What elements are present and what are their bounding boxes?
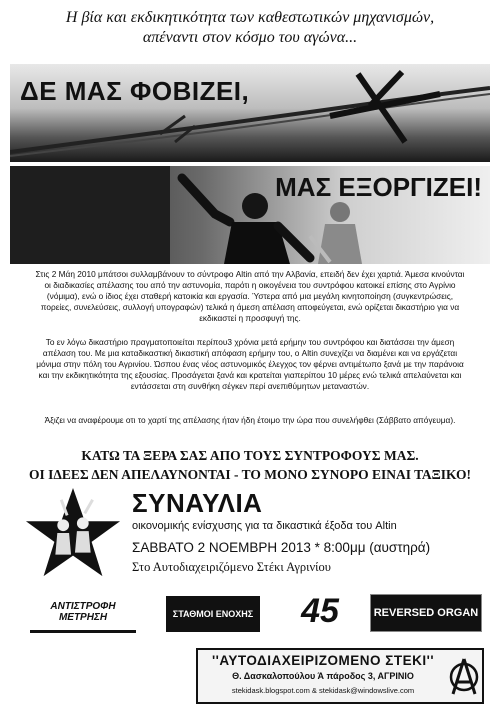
concert-title: ΣΥΝΑΥΛΙΑ: [132, 488, 263, 518]
slogan-line-2: ΟΙ ΙΔΕΕΣ ΔΕΝ ΑΠΕΛΑΥΝΟΝΤΑΙ - ΤΟ ΜΟΝΟ ΣΥΝΟΡΟ ΕΙΝΑΙ ΤΑΞΙΚΟ!: [29, 467, 471, 482]
footer-title: ''ΑΥΤΟΔΙΑΧΕΙΡΙΖΟΜΕΝΟ ΣΤΕΚΙ'': [211, 653, 435, 668]
footer-address: Θ. Δασκαλοπούλου Ά πάροδος 3, ΑΓΡΙΝΙΟ: [232, 671, 414, 681]
body-paragraph-2: Το εν λόγω δικαστήριο πραγματοποιείται περίπου3 χρόνια μετά ερήμην του συντρόφου και διατάσσει την άμεση απέλαση του. Με μια καταδικαστική δικαστική απόφαση ερήμην του, ο Altin συνεχίζει να διαμένει και να εργάζεται μόνιμα στην πόλη του Αγρινίου. Ώσπου ένας νέος αστυνομικός έλεγχος τον φέρνει αντιμέτωπο ξανά με την παράνοια και την εκδικητικότητα της εξουσίας. Προσάγεται ξανά και κρατείται γιαπερίπου 10 μέρες ενώ τελικά απελαύνεται και εντάσσεται στη συνθήκη σέγκεν περί ανεπιθύμητων μεταναστών.: [36, 337, 464, 391]
protest-banner: [10, 166, 490, 264]
footer-box: [196, 648, 484, 704]
concert-place: Στο Αυτοδιαχειριζόμενο Στέκι Αγρινίου: [132, 560, 331, 574]
star-figures-logo: [24, 486, 122, 584]
body-paragraph-1: Στις 2 Μάη 2010 μπάτσοι συλλαμβάνουν το σύντροφο Altin από την Αλβανία, επειδή δεν έχει χαρτιά. Άμεσα κινούνται οι διαδικασίες απέλασης του από την αστυνομία, παρότι η οικογένεια του συντρόφου κατοικεί επίσης στο Αγρίνιο (νόμιμα), ενώ ο ίδιος έχει σταθερή κατοικία και εργασία. Ύστερα από μια μεγάλη κινητοποίηση (συγκεντρώσεις, πορείες, συνελεύσεις, συλλογή υπογραφών) τελικά η άμεση απέλαση αποφεύγεται, ενώ ορίζεται δικαστήριο για να εκδικαστεί η προσφυγή της.: [35, 269, 465, 323]
banner-bottom-text: ΜΑΣ ΕΞΟΡΓΙΖΕΙ!: [275, 172, 482, 202]
band-logo-45: 45: [290, 590, 350, 632]
body-paragraph-3: Άξιζει να αναφέρουμε οτι το χαρτί της απέλασης ήταν ήδη έτοιμο την ώρα που συνελήφθει (Σάββατο απόγευμα).: [44, 415, 456, 425]
headline: [0, 8, 500, 48]
barbed-wire-banner: [10, 64, 490, 162]
concert-date: ΣΑΒΒΑΤΟ 2 ΝΟΕΜΒΡΗ 2013 * 8:00μμ (αυστηρά): [132, 540, 431, 555]
headline-line-1: Η βία και εκδικητικότητα των καθεστωτικών μηχανισμών,: [65, 9, 435, 26]
band-logo-antistrofi-metrisi: ΑΝΤΙΣΤΡΟΦΗ ΜΕΤΡΗΣΗ: [30, 594, 136, 633]
concert-subtitle: οικονομικής ενίσχυσης για τα δικαστικά έξοδα του Altin: [132, 520, 397, 532]
band-logo-reversed-organ: REVERSED ORGAN: [370, 594, 482, 632]
band-logo-stathmoi-enoxis: ΣΤΑΘΜΟΙ ΕΝΟΧΗΣ: [166, 596, 260, 632]
headline-line-2: απέναντι στον κόσμο του αγώνα...: [142, 29, 358, 46]
footer-web-link[interactable]: stekidask.blogspot.com & stekidask@windowslive.com: [231, 686, 415, 695]
slogan-line-1: ΚΑΤΩ ΤΑ ΞΕΡΑ ΣΑΣ ΑΠΟ ΤΟΥΣ ΣΥΝΤΡΟΦΟΥΣ ΜΑΣ.: [81, 448, 419, 463]
banner-top-text: ΔΕ ΜΑΣ ΦΟΒΙΖΕΙ,: [20, 76, 250, 106]
anarchy-symbol-icon: [448, 656, 480, 696]
